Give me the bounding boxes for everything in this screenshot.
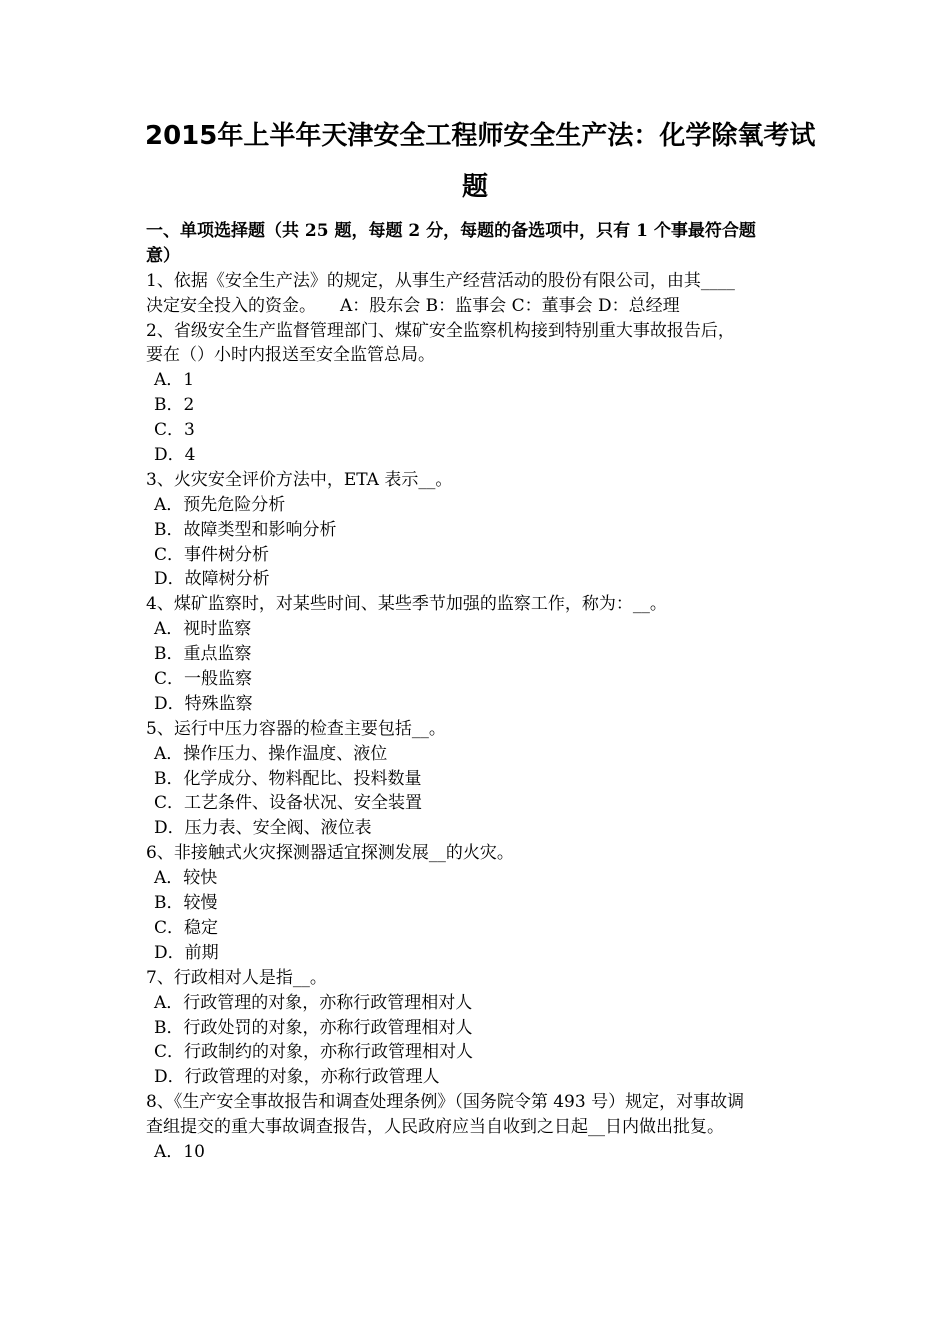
- question-2-option-b: B．2: [154, 395, 195, 416]
- question-3-option-a: A．预先危险分析: [154, 494, 286, 515]
- question-1-inline-options: A：股东会 B：监事会 C：董事会 D：总经理: [340, 295, 680, 316]
- document-title-line-1: 2015年上半年天津安全工程师安全生产法：化学除氧考试: [145, 121, 816, 151]
- section-heading: 一、单项选择题（共 25 题，每题 2 分，每题的备选项中，只有 1 个事最符合题: [146, 221, 756, 241]
- question-3-option-b: B．故障类型和影响分析: [154, 519, 337, 540]
- question-8-text-cont: 查组提交的重大事故调查报告，人民政府应当自收到之日起__日内做出批复。: [146, 1117, 724, 1138]
- question-5-option-a: A．操作压力、操作温度、液位: [154, 743, 388, 764]
- question-1-tail: 决定安全投入的资金。: [146, 295, 316, 316]
- question-6-option-d: D．前期: [154, 942, 219, 963]
- question-2-option-c: C．3: [154, 420, 195, 441]
- question-1-text: 1、依据《安全生产法》的规定，从事生产经营活动的股份有限公司，由其____: [146, 270, 735, 291]
- question-4-text: 4、煤矿监察时，对某些时间、某些季节加强的监察工作，称为：__。: [146, 594, 667, 615]
- question-6-option-a: A．较快: [154, 868, 218, 889]
- question-5-option-d: D．压力表、安全阀、液位表: [154, 818, 372, 839]
- question-4-option-b: B．重点监察: [154, 644, 252, 665]
- question-2-option-d: D．4: [154, 445, 196, 466]
- question-8-text: 8、《生产安全事故报告和调查处理条例》（国务院令第 493 号）规定，对事故调: [146, 1092, 745, 1113]
- question-5-option-c: C．工艺条件、设备状况、安全装置: [154, 793, 423, 814]
- question-7-text: 7、行政相对人是指__。: [146, 967, 327, 988]
- question-4-option-d: D．特殊监察: [154, 693, 253, 714]
- question-7-option-a: A．行政管理的对象，亦称行政管理相对人: [154, 992, 473, 1013]
- question-2-text: 2、省级安全生产监督管理部门、煤矿安全监察机构接到特别重大事故报告后，: [146, 320, 735, 341]
- question-3-option-d: D．故障树分析: [154, 569, 270, 590]
- question-6-option-b: B．较慢: [154, 893, 218, 914]
- question-5-text: 5、运行中压力容器的检查主要包括__。: [146, 718, 446, 739]
- question-3-text: 3、火灾安全评价方法中，ETA 表示__。: [146, 469, 453, 490]
- question-5-option-b: B．化学成分、物料配比、投料数量: [154, 768, 422, 789]
- question-6-text: 6、非接触式火灾探测器适宜探测发展__的火灾。: [146, 843, 514, 864]
- question-1-text-cont: [146, 294, 810, 319]
- question-4-option-c: C．一般监察: [154, 669, 253, 690]
- question-3-option-c: C．事件树分析: [154, 544, 270, 565]
- question-2-option-a: A．1: [154, 370, 195, 391]
- question-4-option-a: A．视时监察: [154, 619, 252, 640]
- question-6-option-c: C．稳定: [154, 917, 219, 938]
- question-8-option-a: A．10: [154, 1141, 205, 1162]
- question-7-option-c: C．行政制约的对象，亦称行政管理相对人: [154, 1042, 474, 1063]
- document-title-line-2: 题: [461, 172, 488, 202]
- document-body: [146, 219, 810, 1165]
- section-heading-cont: 意）: [146, 245, 180, 266]
- question-7-option-d: D．行政管理的对象，亦称行政管理人: [154, 1067, 440, 1088]
- question-7-option-b: B．行政处罚的对象，亦称行政管理相对人: [154, 1017, 473, 1038]
- question-2-text-cont: 要在（）小时内报送至安全监管总局。: [146, 345, 435, 366]
